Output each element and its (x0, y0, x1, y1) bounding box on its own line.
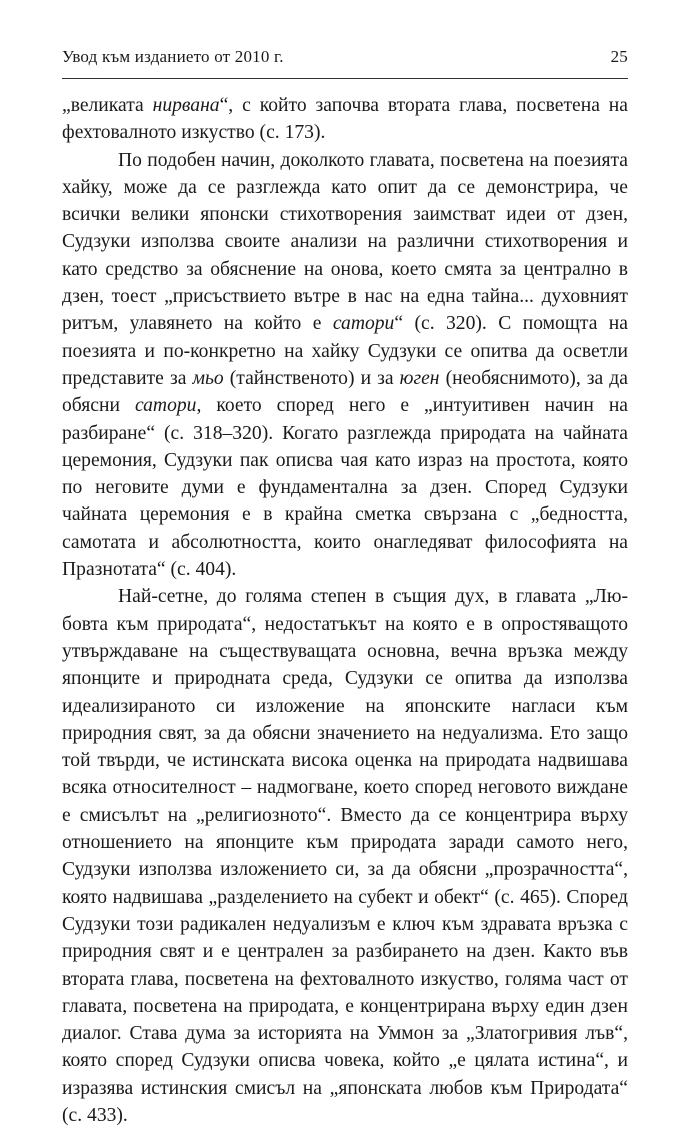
text-run: (необяснимото), за да обясни (62, 367, 628, 417)
running-title: Увод към изданието от 2010 г. (62, 47, 284, 66)
running-header (62, 47, 628, 77)
text-run: По подобен начин, доколкото главата, посветена на поезията хайку, може да се разглежда като опит да се демонстрира, че всички велики японски стихотворения заимстват идеи от дзен, Судзуки използва своите анализи на различни стихотворения и като средство за обяснение на онова, което смята за централно в дзен, тоест „присъствието вътре в нас на една тайна... духовният ритъм, улавянето на който е (62, 149, 628, 335)
text-run: „великата (62, 95, 153, 116)
header-rule (62, 78, 628, 79)
italic-term: юген (399, 367, 440, 389)
text-run: “, с който започва втората глава, посветена на фехтовалното изкуство (с. 173). (62, 95, 628, 144)
text-run: , което според него е „интуитивен начин на разбиране“ (с. 318–320). Когато разглежда природата на чайната церемония, Судзуки пак описва чая като израз на простота, която по неговите думи е фундаментална за дзен. Според Судзуки чайната церемония е в крайна сметка свързана с „бедността, самотата и абсолютността, които онагледяват философията на Празнотата“ (с. 404). (62, 395, 628, 581)
text-run: Най-сетне, до голяма степен в същия дух, в главата „Любовта към природата“, недостатъкът на която е в опростяващото утвърждаване на съществуващата основна, вечна връзка между японците и природната среда, Судзуки се опитва да използва идеализираното си изложение на японските нагласи към природния свят, за да обясни значението на недуализма. Ето защо той твърди, че истинската висока оценка на природата надвишава всяка относителност – надмогване, което според неговото виждане е смисълът на „религиозното“. Вместо да се концентрира върху отношението на японците към природата заради самото него, Судзуки използва изложението си, за да обясни „прозрачността“, която надвишава „разделението на субект и обект“ (с. 465). Според Судзуки този радикален недуализъм е ключ към здравата връзка с природния свят и е централен за разбирането на дзен. Както във втората глава, посветена на фехтовалното изкуство, голяма част от главата, посветена на природата, е концентрирана върху един дзен диалог. Става дума за историята на Уммон за „Златогривия лъв“, която според Судзуки описва човека, който „е цялата истина“, и изразява истинския смисъл на „японската любов към Природата“ (с. 433). (62, 586, 628, 1126)
body-text (62, 92, 628, 1129)
paragraph (62, 583, 628, 1129)
page-number: 25 (610, 47, 628, 66)
italic-term: мьо (192, 367, 224, 389)
italic-term: нирвана (152, 95, 220, 116)
text-run: “ (с. 320). С помощта на поезията и по-конкретно на хайку Судзуки се опитва да осветли представите за (62, 313, 628, 389)
text-run: (тайнственото) и за (223, 367, 400, 389)
italic-term: сатори (332, 313, 395, 335)
paragraph (62, 147, 628, 584)
paragraph (62, 92, 628, 147)
italic-term: сатори (134, 395, 197, 417)
